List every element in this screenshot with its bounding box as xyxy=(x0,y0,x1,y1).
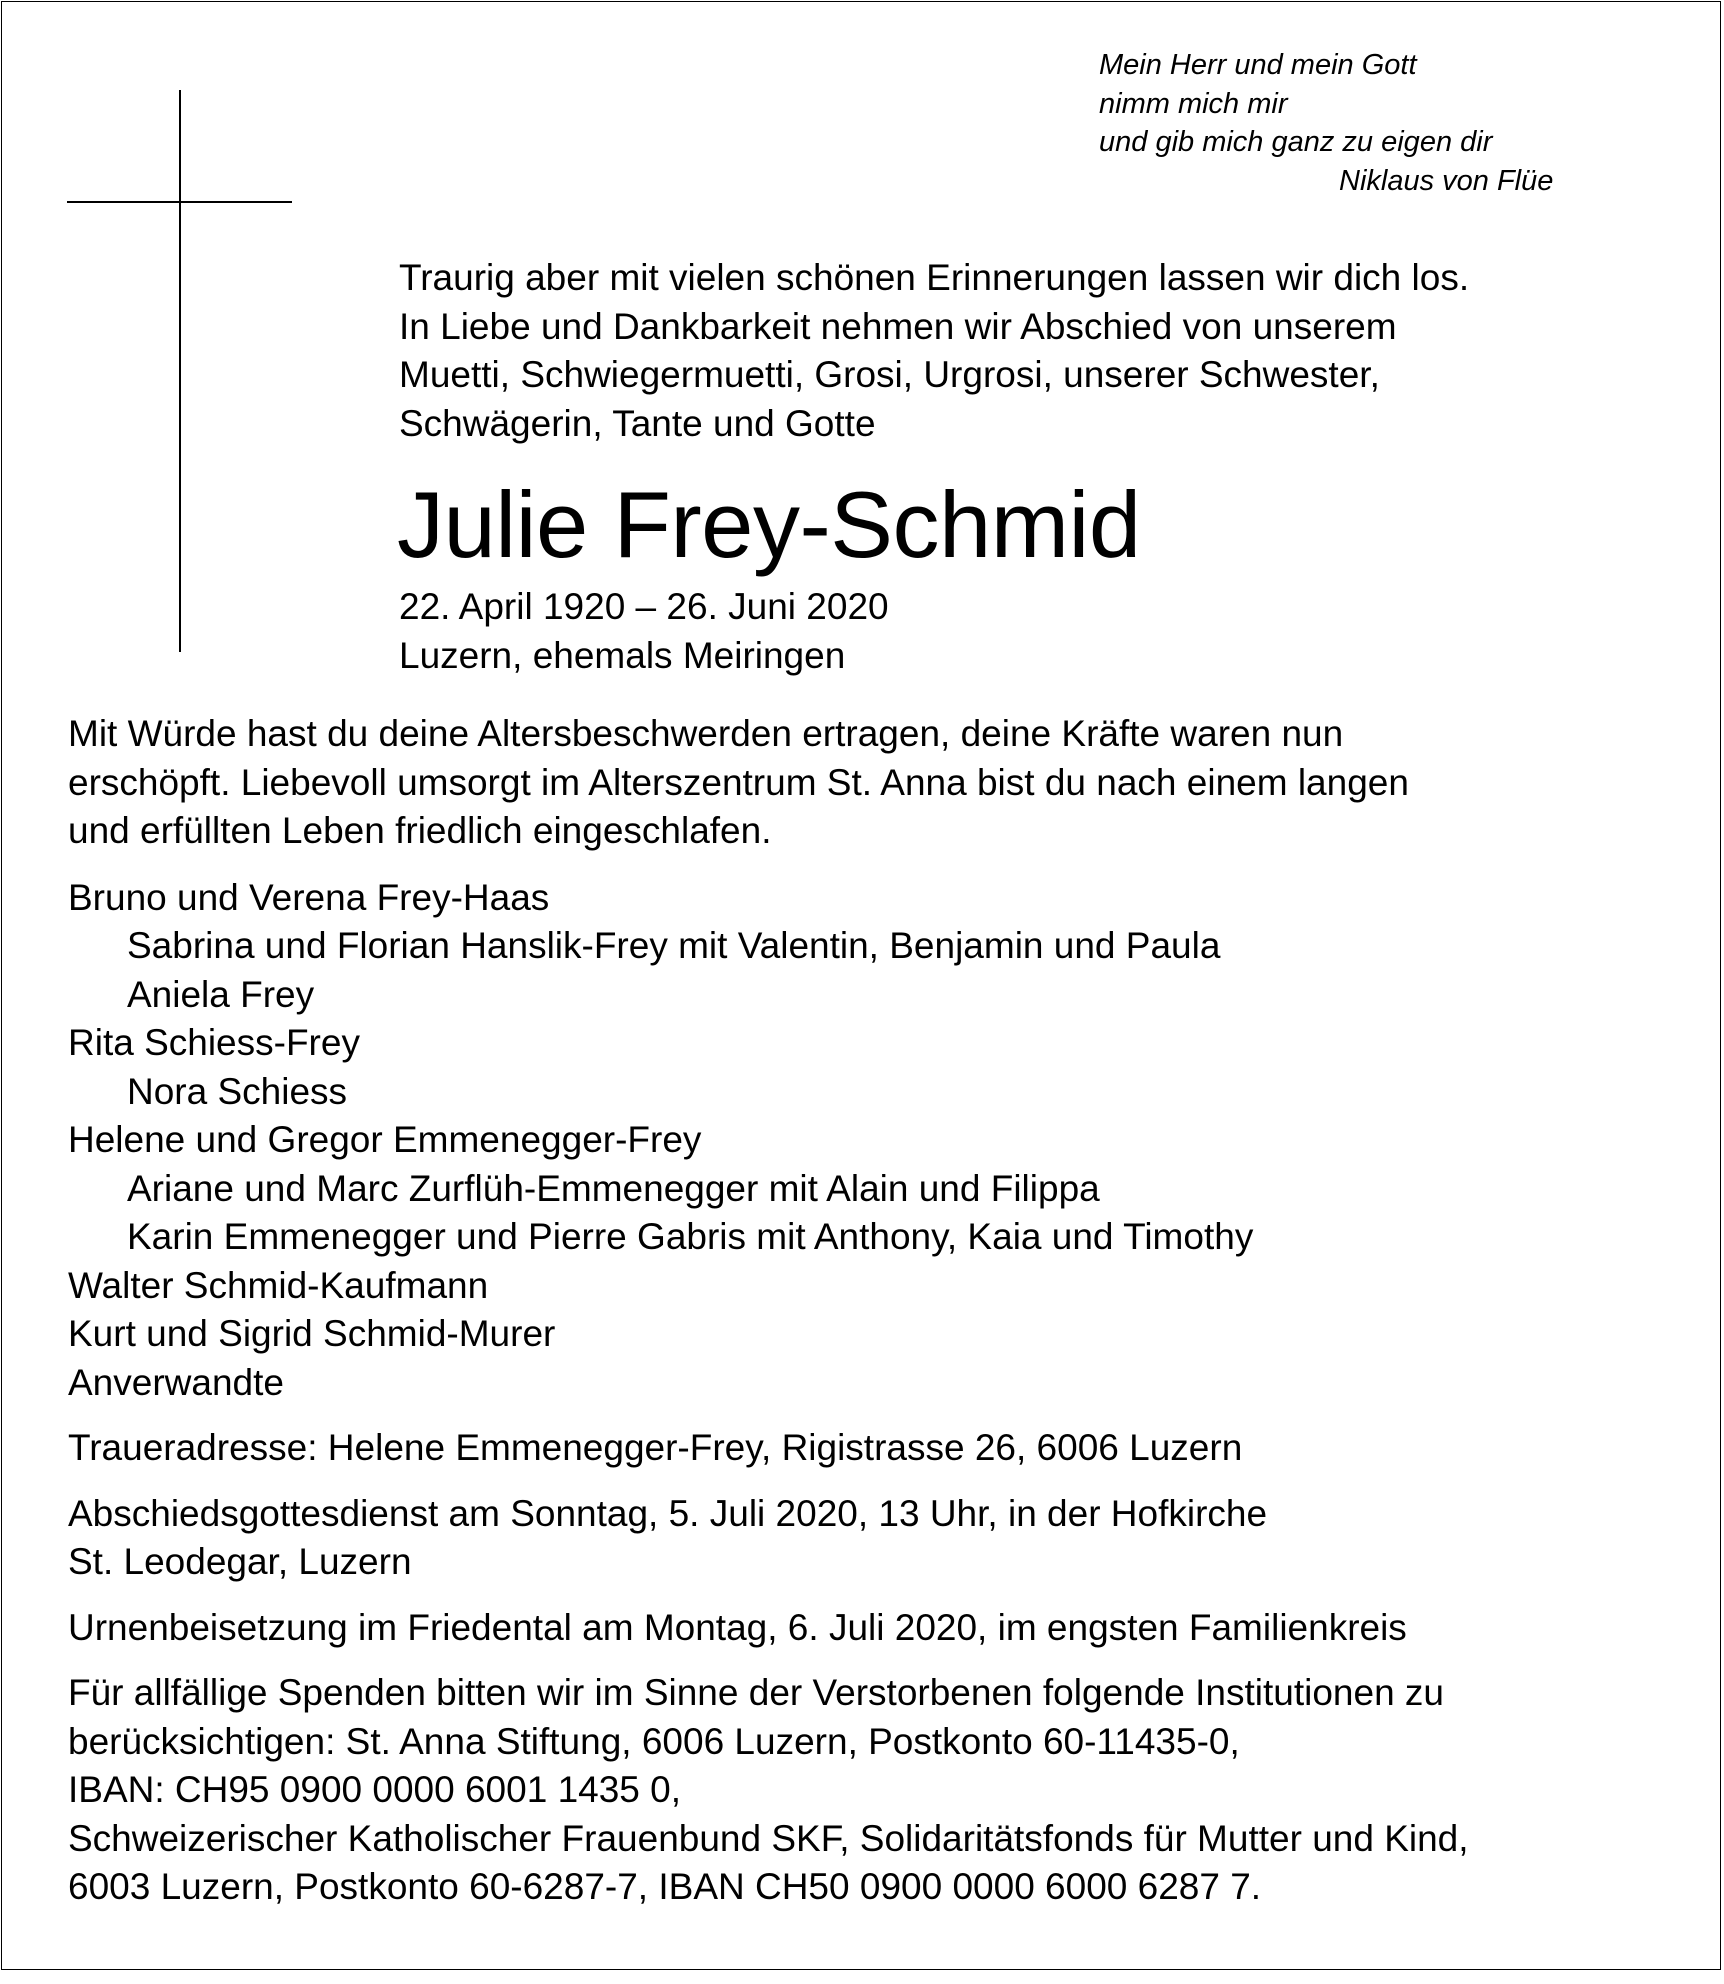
donation-line: Für allfällige Spenden bitten wir im Sinne der Verstorbenen folgende Institutionen zu xyxy=(68,1672,1445,1713)
family-member: Karin Emmenegger und Pierre Gabris mit Anthony, Kaia und Timothy xyxy=(127,1216,1254,1257)
motto-line: Mein Herr und mein Gott xyxy=(1099,49,1417,81)
service-line: St. Leodegar, Luzern xyxy=(68,1541,412,1582)
family-member: Bruno und Verena Frey-Haas xyxy=(68,876,550,918)
family-member: Kurt und Sigrid Schmid-Murer xyxy=(68,1313,556,1354)
donation-line: 6003 Luzern, Postkonto 60-6287-7, IBAN CH50 0900 0000 6000 6287 7. xyxy=(68,1866,1262,1907)
family-member: Helene und Gregor Emmenegger-Frey xyxy=(68,1119,702,1160)
family-member: Walter Schmid-Kaufmann xyxy=(68,1264,489,1306)
family-member: Sabrina und Florian Hanslik-Frey mit Valentin, Benjamin und Paula xyxy=(127,925,1221,966)
donation-line: Schweizerischer Katholischer Frauenbund SKF, Solidaritätsfonds für Mutter und Kind, xyxy=(68,1817,1469,1859)
family-member: Nora Schiess xyxy=(127,1070,348,1112)
donation-line: IBAN: CH95 0900 0000 6001 1435 0, xyxy=(68,1769,682,1810)
family-member: Anverwandte xyxy=(68,1361,284,1403)
cross-vertical-bar xyxy=(179,90,181,652)
donation-line: berücksichtigen: St. Anna Stiftung, 6006 Luzern, Postkonto 60-11435-0, xyxy=(68,1720,1240,1762)
tribute-paragraph xyxy=(68,710,1668,856)
motto-quote xyxy=(1099,46,1553,200)
tribute-line: erschöpft. Liebevoll umsorgt im Alterszentrum St. Anna bist du nach einem langen xyxy=(68,761,1409,803)
intro-line: In Liebe und Dankbarkeit nehmen wir Abschied von unserem xyxy=(399,305,1397,347)
life-dates xyxy=(399,582,889,680)
family-list xyxy=(68,874,1668,1408)
motto-author: Niklaus von Flüe xyxy=(1339,164,1554,197)
tribute-line: und erfüllten Leben friedlich eingeschlafen. xyxy=(68,810,772,851)
service-line: Abschiedsgottesdienst am Sonntag, 5. Juli 2020, 13 Uhr, in der Hofkirche xyxy=(68,1492,1268,1534)
residence: Luzern, ehemals Meiringen xyxy=(399,635,846,676)
family-member: Ariane und Marc Zurflüh-Emmenegger mit Alain und Filippa xyxy=(127,1167,1100,1209)
lifespan: 22. April 1920 – 26. Juni 2020 xyxy=(399,586,889,627)
family-member: Rita Schiess-Frey xyxy=(68,1022,360,1063)
deceased-name: Julie Frey-Schmid xyxy=(397,472,1141,577)
funeral-service xyxy=(68,1490,1668,1587)
cross-horizontal-bar xyxy=(67,201,292,203)
family-member: Aniela Frey xyxy=(127,973,315,1015)
tribute-line: Mit Würde hast du deine Altersbeschwerden ertragen, deine Kräfte waren nun xyxy=(68,713,1344,754)
main-body xyxy=(68,710,1668,1912)
intro-line: Traurig aber mit vielen schönen Erinnerungen lassen wir dich los. xyxy=(399,257,1470,298)
intro-line: Schwägerin, Tante und Gotte xyxy=(399,402,876,444)
intro-line: Muetti, Schwiegermuetti, Grosi, Urgrosi, unserer Schwester, xyxy=(399,354,1380,395)
motto-line: nimm mich mir xyxy=(1099,87,1288,120)
donations-info xyxy=(68,1669,1668,1912)
intro-text xyxy=(399,254,1469,448)
motto-line: und gib mich ganz zu eigen dir xyxy=(1099,126,1493,158)
urn-burial: Urnenbeisetzung im Friedental am Montag, 6. Juli 2020, im engsten Familienkreis xyxy=(68,1606,1407,1648)
mourning-address: Traueradresse: Helene Emmenegger-Frey, Rigistrasse 26, 6006 Luzern xyxy=(68,1427,1243,1468)
